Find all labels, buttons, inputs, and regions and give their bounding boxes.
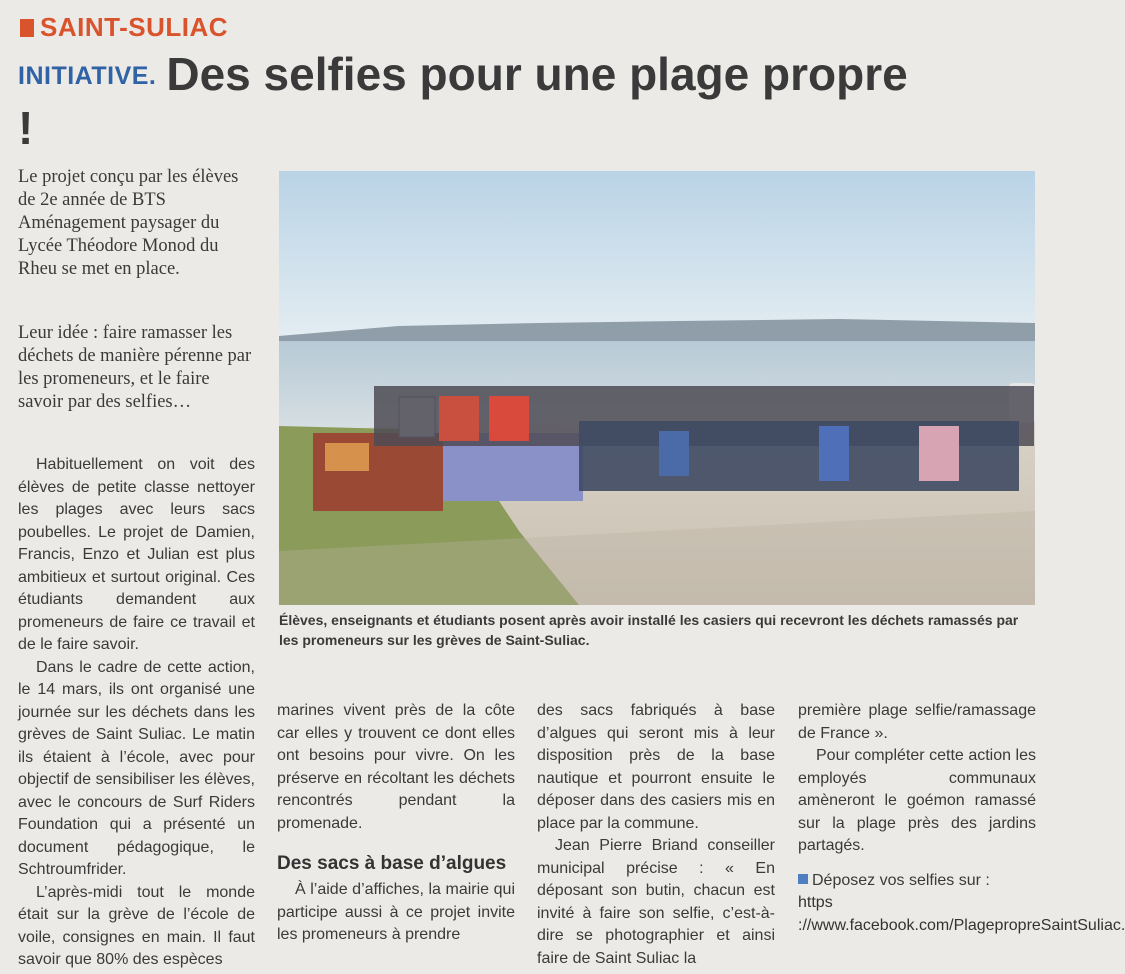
article-photo bbox=[279, 171, 1035, 605]
body-paragraph: marines vivent près de la côte car elles y trouvent ce dont elles ont besoins pour vivre. On les préserve en récoltant les déchets rencontrés pendant la promenade. bbox=[277, 702, 515, 832]
article-column-3 bbox=[537, 700, 775, 970]
body-paragraph: Jean Pierre Briand conseiller municipal précise : « En déposant son butin, chacun est invité à faire son selfie, c’est-à-dire se photographier et ainsi faire de Saint Suliac la bbox=[537, 837, 775, 967]
lead-paragraph-1: Le projet conçu par les élèves de 2e année de BTS Aménagement paysager du Lycée Théodore Monod du Rheu se met en place. bbox=[18, 167, 239, 279]
kicker-square-icon bbox=[20, 19, 34, 37]
body-paragraph: Dans le cadre de cette action, le 14 mars, ils ont organisé une journée sur les déchets dans les grèves de Saint Suliac. Le matin ils étaient à l’école, avec pour objectif de sensibiliser les élèves, avec le concours de Surf Riders Foundation qui a présenté un document pédagogique, le Schtroumfrider. bbox=[18, 658, 255, 878]
headline-title: Des selfies pour une plage propre ! bbox=[18, 48, 908, 154]
headline-tag: INITIATIVE. bbox=[18, 62, 157, 90]
body-paragraph: L’après-midi tout le monde était sur la grève de l’école de voile, consignes en main. Il faut savoir que 80% des espèces bbox=[18, 883, 255, 968]
sky bbox=[279, 171, 1035, 341]
section-kicker bbox=[20, 12, 228, 43]
facebook-link[interactable]: https ://www.facebook.com/PlagepropreSaintSuliac. bbox=[798, 894, 1125, 934]
selfie-callout bbox=[798, 870, 1125, 938]
article-column-4 bbox=[798, 700, 1125, 937]
body-paragraph: À l’aide d’affiches, la mairie qui participe aussi à ce projet invite les promeneurs à prendre bbox=[277, 881, 515, 943]
callout-label: Déposez vos selfies sur : bbox=[812, 871, 990, 889]
bin-label bbox=[325, 443, 369, 471]
body-paragraph: des sacs fabriqués à base d’algues qui seront mis à leur disposition près de la base nautique et pourront ensuite le déposer dans des casiers mis en place par la commune. bbox=[537, 702, 775, 832]
show-through-texture bbox=[520, 10, 1020, 28]
article-column-2 bbox=[277, 700, 515, 947]
article-subhead: Des sacs à base d’algues bbox=[277, 853, 507, 874]
lead-paragraph-2: Leur idée : faire ramasser les déchets de manière pérenne par les promeneurs, et le faire savoir par des selfies… bbox=[18, 323, 252, 412]
article-headline bbox=[18, 48, 918, 154]
photo-caption: Élèves, enseignants et étudiants posent après avoir installé les casiers qui recevront les déchets ramassés par les promeneurs sur les grèves de Saint-Suliac. bbox=[279, 612, 1019, 648]
body-paragraph: Pour compléter cette action les employés communaux amèneront le goémon ramassé sur la plage près des jardins partagés. bbox=[798, 747, 1036, 854]
group-photo-illustration bbox=[279, 171, 1035, 605]
body-paragraph: Habituellement on voit des élèves de petite classe nettoyer les plages avec leurs sacs poubelles. Le projet de Damien, Francis, Enzo et Julian est plus ambitieux et surtout original. Ces étudiants demandent aux promeneurs de faire ce travail et de le faire savoir. bbox=[18, 456, 255, 653]
kicker-label: SAINT-SULIAC bbox=[40, 12, 228, 42]
callout-square-icon bbox=[798, 874, 808, 884]
body-paragraph: première plage selfie/ramassage de France ». bbox=[798, 702, 1036, 742]
article-column-1 bbox=[18, 454, 255, 972]
